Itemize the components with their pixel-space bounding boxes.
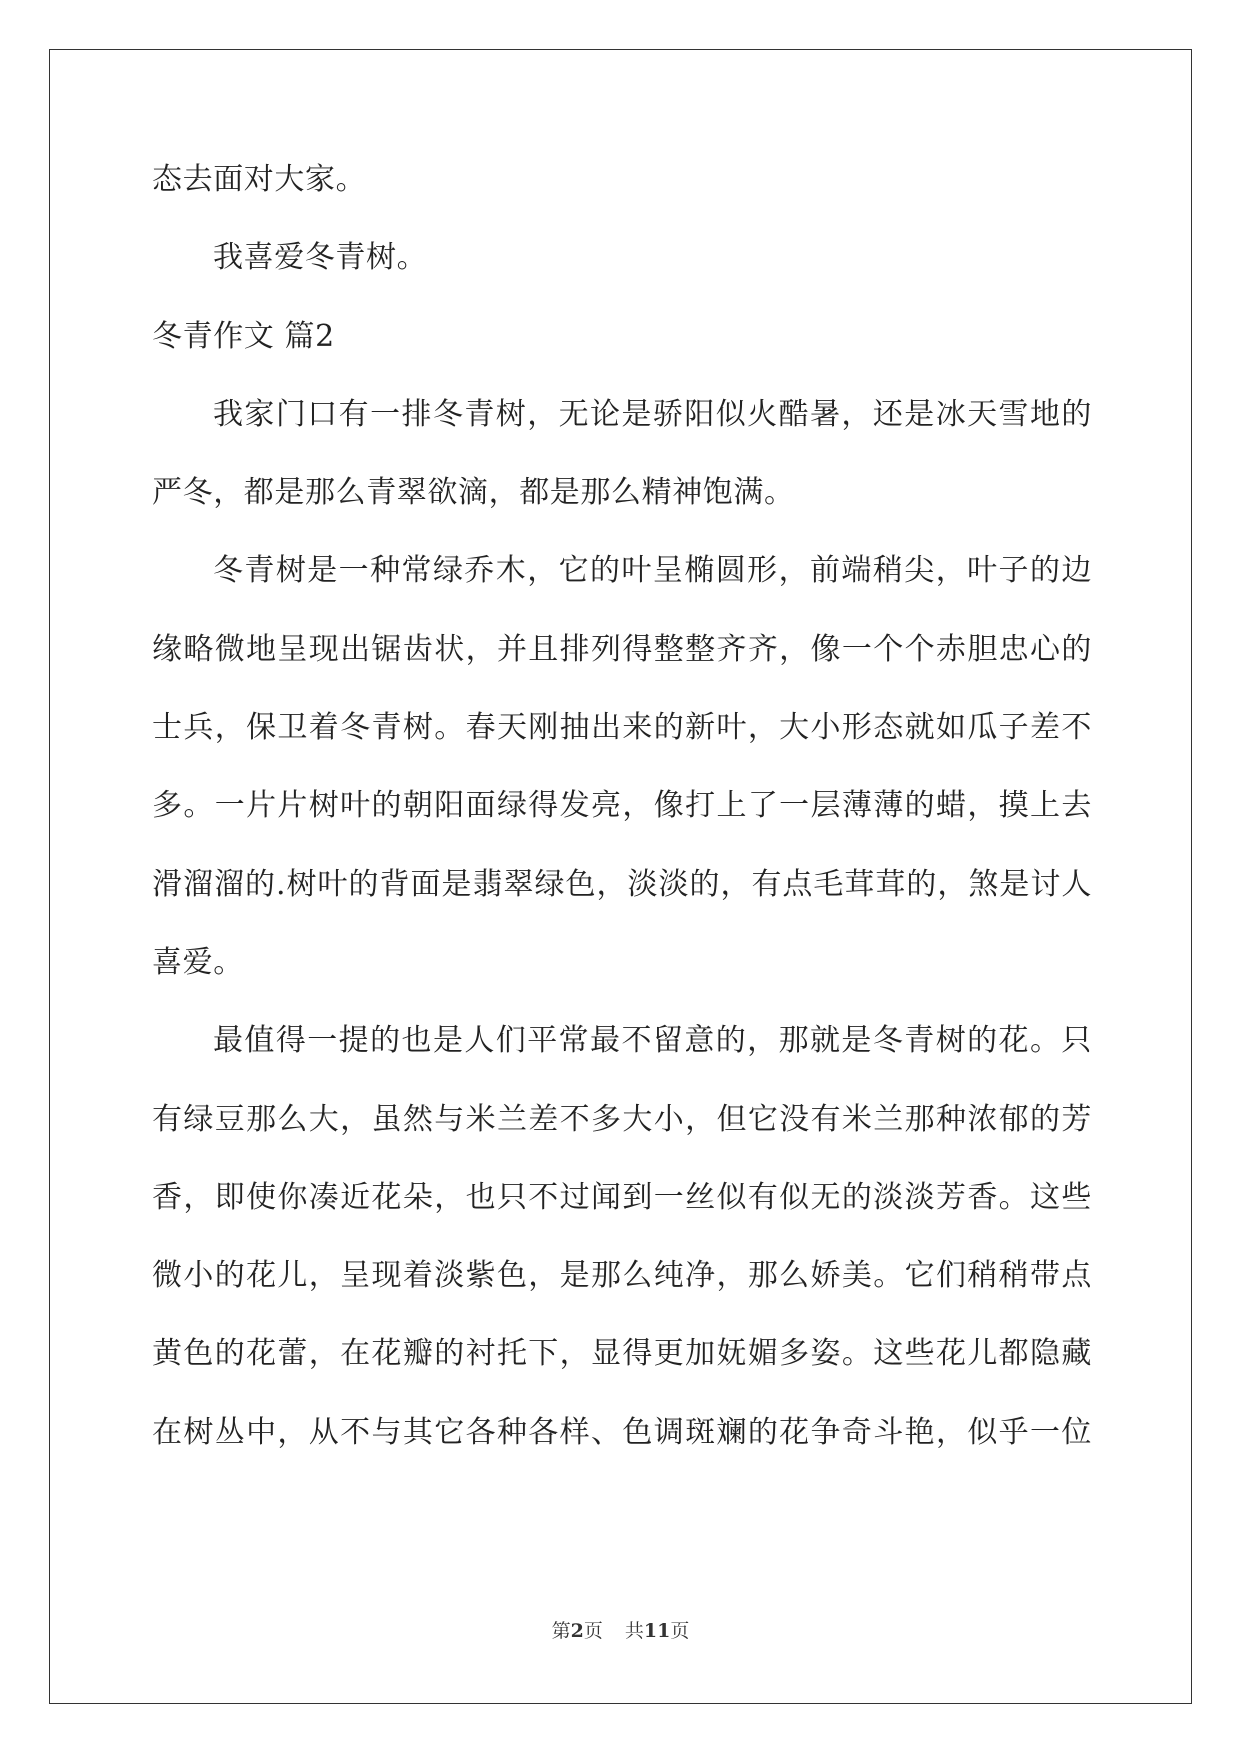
text-line: 有绿豆那么大，虽然与米兰差不多大小，但它没有米兰那种浓郁的芳: [152, 1101, 1092, 1137]
total-prefix: 共: [624, 1620, 644, 1642]
text-line: 严冬，都是那么青翠欲滴，都是那么精神饱满。: [152, 475, 795, 511]
text-line: 喜爱。: [152, 944, 244, 980]
text-line: 我家门口有一排冬青树，无论是骄阳似火酷暑，还是冰天雪地的: [213, 396, 1092, 432]
text-line: 士兵，保卫着冬青树。春天刚抽出来的新叶，大小形态就如瓜子差不: [152, 710, 1092, 746]
document-body: [152, 160, 1092, 1491]
total-suffix: 页: [670, 1620, 690, 1642]
total-pages: 11: [643, 1620, 671, 1642]
text-line: 微小的花儿，呈现着淡紫色，是那么纯净，那么娇美。它们稍稍带点: [152, 1258, 1092, 1294]
page-suffix: 页: [583, 1620, 603, 1642]
text-line: 最值得一提的也是人们平常最不留意的，那就是冬青树的花。只: [213, 1023, 1092, 1059]
text-line: 在树丛中，从不与其它各种各样、色调斑斓的花争奇斗艳，似乎一位: [152, 1414, 1092, 1450]
text-line: 滑溜溜的.树叶的背面是翡翠绿色，淡淡的，有点毛茸茸的，煞是讨人: [152, 866, 1092, 902]
page-number: 2: [570, 1620, 584, 1642]
page-prefix: 第: [551, 1620, 571, 1642]
section-heading: 冬青作文 篇2: [152, 318, 335, 354]
text-line: 态去面对大家。: [152, 162, 367, 197]
page-footer: [0, 1616, 1241, 1643]
text-line: 黄色的花蕾，在花瓣的衬托下，显得更加妩媚多姿。这些花儿都隐藏: [152, 1336, 1092, 1372]
text-line: 冬青树是一种常绿乔木，它的叶呈椭圆形，前端稍尖，叶子的边: [213, 553, 1092, 589]
text-line: 多。一片片树叶的朝阳面绿得发亮，像打上了一层薄薄的蜡，摸上去: [152, 788, 1092, 824]
text-line: 我喜爱冬青树。: [213, 240, 428, 276]
text-line: 缘略微地呈现出锯齿状，并且排列得整整齐齐，像一个个赤胆忠心的: [152, 631, 1092, 667]
text-line: 香，即使你凑近花朵，也只不过闻到一丝似有似无的淡淡芳香。这些: [152, 1179, 1092, 1215]
